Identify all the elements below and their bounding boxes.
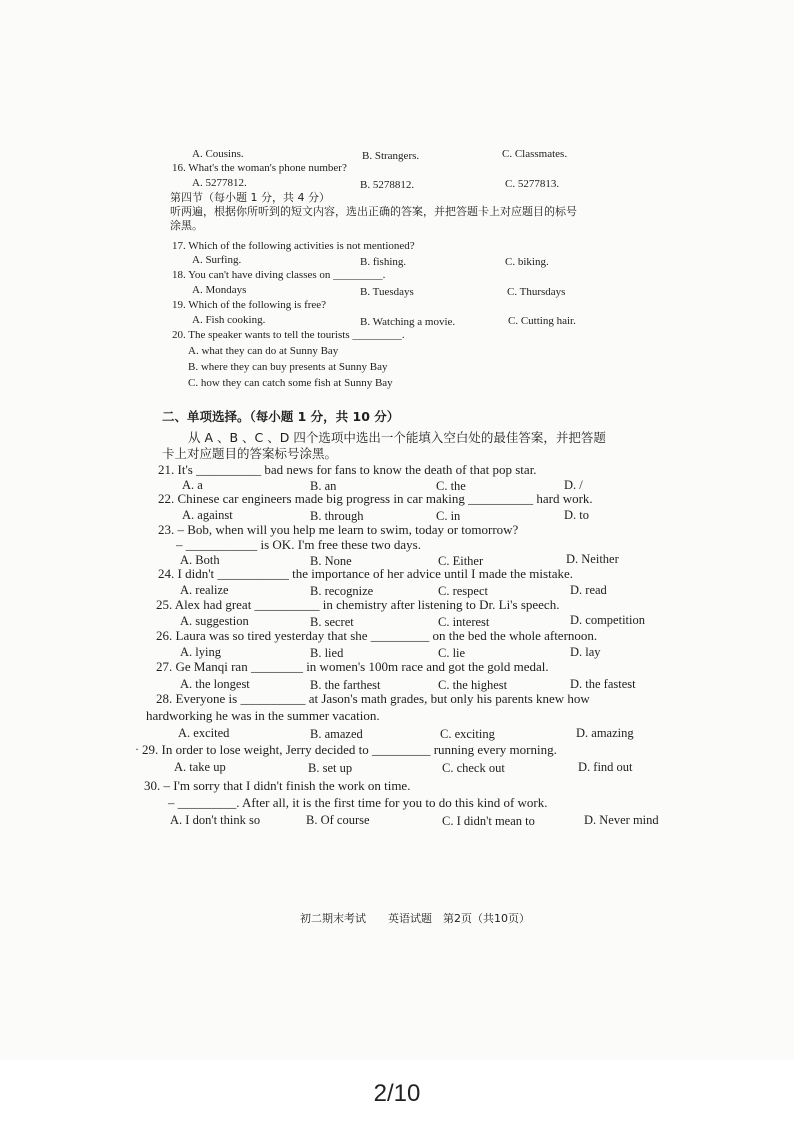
section4-instruction-line2: 涂黑。 [170, 219, 203, 232]
q23-option-a: A. Both [180, 553, 220, 567]
q30-stem: 30. – I'm sorry that I didn't finish the work on time. [144, 778, 411, 793]
q25-option-b: B. secret [310, 615, 354, 629]
q29-stem: 29. In order to lose weight, Jerry decided to _________ running every morning. [142, 742, 557, 757]
section4-instruction-line1: 听两遍，根据你所听到的短文内容，选出正确的答案，并把答题卡上对应题目的标号 [170, 205, 577, 218]
q30-option-c: C. I didn't mean to [442, 814, 535, 828]
q22-option-b: B. through [310, 509, 364, 523]
q25-option-c: C. interest [438, 615, 490, 629]
q23-option-b: B. None [310, 554, 352, 568]
q25-stem: 25. Alex had great __________ in chemistry after listening to Dr. Li's speech. [156, 597, 560, 612]
q24-option-d: D. read [570, 583, 607, 597]
q21-option-a: A. a [182, 478, 203, 492]
q28-option-b: B. amazed [310, 727, 363, 741]
q27-stem: 27. Ge Manqi ran ________ in women's 100m race and got the gold medal. [156, 659, 549, 674]
q19-question: 19. Which of the following is free? [172, 299, 327, 311]
q21-option-c: C. the [436, 479, 466, 493]
q23-stem-reply: – ___________ is OK. I'm free these two days. [176, 537, 421, 552]
q27-option-c: C. the highest [438, 678, 508, 692]
q24-option-b: B. recognize [310, 584, 374, 598]
q15-option-a: A. Cousins. [192, 148, 244, 160]
q21-stem: 21. It's __________ bad news for fans to know the death of that pop star. [158, 462, 537, 477]
q28-option-a: A. excited [178, 726, 230, 740]
q20-option-b: B. where they can buy presents at Sunny Bay [188, 361, 388, 373]
q26-option-a: A. lying [180, 645, 221, 659]
q19-option-a: A. Fish cooking. [192, 314, 266, 326]
q28-stem: 28. Everyone is __________ at Jason's math grades, but only his parents knew how [156, 691, 590, 706]
q19-option-c: C. Cutting hair. [508, 315, 576, 327]
q30-stem-reply: – _________. After all, it is the first time for you to do this kind of work. [168, 795, 548, 810]
q28-option-c: C. exciting [440, 727, 495, 741]
q30-option-d: D. Never mind [584, 813, 659, 827]
q20-question: 20. The speaker wants to tell the tourists _________. [172, 329, 405, 341]
page-footer: 初二期末考试 英语试题 第2页（共10页） [300, 912, 530, 925]
q16-option-c: C. 5277813. [505, 178, 560, 190]
q19-option-b: B. Watching a movie. [360, 316, 456, 328]
q22-option-d: D. to [564, 508, 589, 522]
part2-heading: 二、单项选择。（每小题 1 分，共 10 分） [162, 409, 400, 424]
q26-stem: 26. Laura was so tired yesterday that she _________ on the bed the whole afternoon. [156, 628, 598, 643]
q23-option-c: C. Either [438, 554, 484, 568]
q17-question: 17. Which of the following activities is not mentioned? [172, 240, 415, 252]
q15-option-c: C. Classmates. [502, 148, 568, 160]
q30-option-a: A. I don't think so [170, 813, 261, 827]
q18-option-c: C. Thursdays [507, 286, 566, 298]
q16-question: 16. What's the woman's phone number? [172, 162, 347, 174]
q25-option-d: D. competition [570, 613, 645, 627]
q21-option-d: D. / [564, 478, 583, 492]
q25-option-a: A. suggestion [180, 614, 249, 628]
q26-option-c: C. lie [438, 646, 466, 660]
section4-heading: 第四节（每小题 1 分，共 4 分） [170, 191, 330, 204]
q27-option-d: D. the fastest [570, 677, 636, 691]
part2-instruction-line2: 卡上对应题目的答案标号涂黑。 [162, 446, 338, 461]
part2-instruction-line1: 从 A 、B 、C 、D 四个选项中选出一个能填入空白处的最佳答案，并把答题 [188, 430, 606, 445]
q16-option-a: A. 5277812. [192, 177, 247, 189]
q18-option-a: A. Mondays [192, 284, 247, 296]
q22-option-a: A. against [182, 508, 233, 522]
scan-speck: · [135, 742, 139, 756]
q15-option-b: B. Strangers. [362, 150, 420, 162]
q17-option-b: B. fishing. [360, 256, 407, 268]
q20-option-a: A. what they can do at Sunny Bay [188, 345, 339, 357]
q17-option-c: C. biking. [505, 256, 549, 268]
q24-option-a: A. realize [180, 583, 229, 597]
q26-option-b: B. lied [310, 646, 344, 660]
q29-option-d: D. find out [578, 760, 633, 774]
q24-stem: 24. I didn't ___________ the importance of her advice until I made the mistake. [158, 566, 573, 581]
q22-option-c: C. in [436, 509, 461, 523]
q24-option-c: C. respect [438, 584, 488, 598]
q27-option-a: A. the longest [180, 677, 250, 691]
q20-option-c: C. how they can catch some fish at Sunny Bay [188, 377, 393, 389]
q27-option-b: B. the farthest [310, 678, 381, 692]
page-indicator: 2/10 [373, 1080, 421, 1107]
q29-option-c: C. check out [442, 761, 505, 775]
q28-stem-continued: hardworking he was in the summer vacation. [146, 708, 380, 723]
q28-option-d: D. amazing [576, 726, 634, 740]
q22-stem: 22. Chinese car engineers made big progress in car making __________ hard work. [158, 491, 593, 506]
q26-option-d: D. lay [570, 645, 601, 659]
q23-stem: 23. – Bob, when will you help me learn to swim, today or tomorrow? [158, 522, 519, 537]
q16-option-b: B. 5278812. [360, 179, 415, 191]
q21-option-b: B. an [310, 479, 337, 493]
q18-option-b: B. Tuesdays [360, 286, 414, 298]
q18-question: 18. You can't have diving classes on _________. [172, 269, 386, 281]
q23-option-d: D. Neither [566, 552, 619, 566]
q30-option-b: B. Of course [306, 813, 370, 827]
q29-option-b: B. set up [308, 761, 353, 775]
q29-option-a: A. take up [174, 760, 226, 774]
q17-option-a: A. Surfing. [192, 254, 242, 266]
